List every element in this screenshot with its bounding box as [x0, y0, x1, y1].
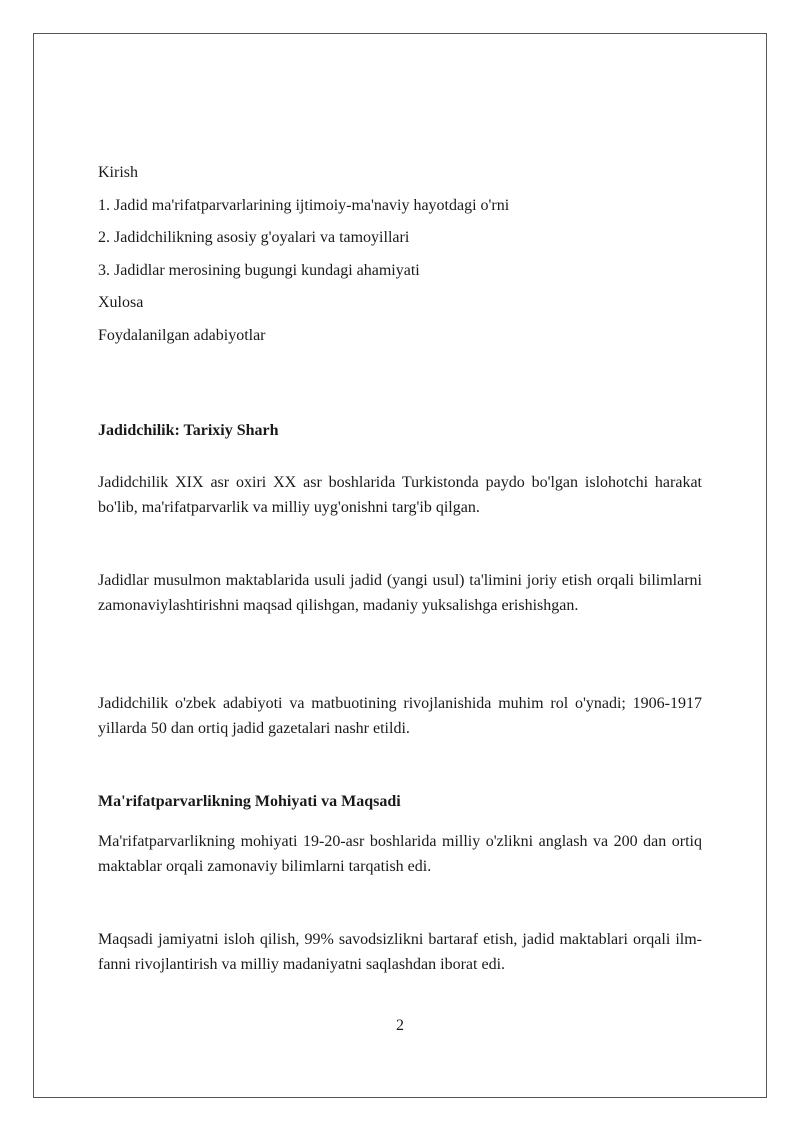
- toc-item-1: 1. Jadid ma'rifatparvarlarining ijtimoiy-ma'naviy hayotdagi o'rni: [98, 196, 510, 214]
- section2-paragraph-2: Maqsadi jamiyatni isloh qilish, 99% savodsizlikni bartaraf etish, jadid maktablari orqali ilm-fanni rivojlantirish va milliy madaniyatni saqlashdan iborat edi.: [98, 931, 702, 973]
- section2-paragraph-1: Ma'rifatparvarlikning mohiyati 19-20-asr boshlarida milliy o'zlikni anglash va 200 dan ortiq maktablar orqali zamonaviy bilimlarni tarqatish edi.: [98, 833, 702, 875]
- page-number: 2: [396, 1017, 404, 1034]
- table-of-contents: [98, 160, 702, 356]
- toc-item-introduction: Kirish: [98, 164, 138, 181]
- section1-paragraph-1: Jadidchilik XIX asr oxiri XX asr boshlarida Turkistonda paydo bo'lgan islohotchi harakat bo'lib, ma'rifatparvarlik va milliy uyg'onishni targ'ib qilgan.: [98, 474, 702, 516]
- section1-paragraph-3: Jadidchilik o'zbek adabiyoti va matbuotining rivojlanishida muhim rol o'ynadi; 1906-1917 yillarda 50 dan ortiq jadid gazetalari nashr etildi.: [98, 695, 702, 737]
- section2-heading: Ma'rifatparvarlikning Mohiyati va Maqsadi: [98, 793, 401, 810]
- toc-item-references: Foydalanilgan adabiyotlar: [98, 326, 266, 344]
- toc-item-2: 2. Jadidchilikning asosiy g'oyalari va tamoyillari: [98, 229, 410, 247]
- section1-paragraph-2: Jadidlar musulmon maktablarida usuli jadid (yangi usul) ta'limini joriy etish orqali bilimlarni zamonaviylashtirishni maqsad qilishgan, madaniy yuksalishga erishishgan.: [98, 572, 702, 614]
- toc-item-conclusion: Xulosa: [98, 294, 144, 312]
- toc-item-3: 3. Jadidlar merosining bugungi kundagi ahamiyati: [98, 261, 420, 279]
- section1-heading: Jadidchilik: Tarixiy Sharh: [98, 422, 279, 439]
